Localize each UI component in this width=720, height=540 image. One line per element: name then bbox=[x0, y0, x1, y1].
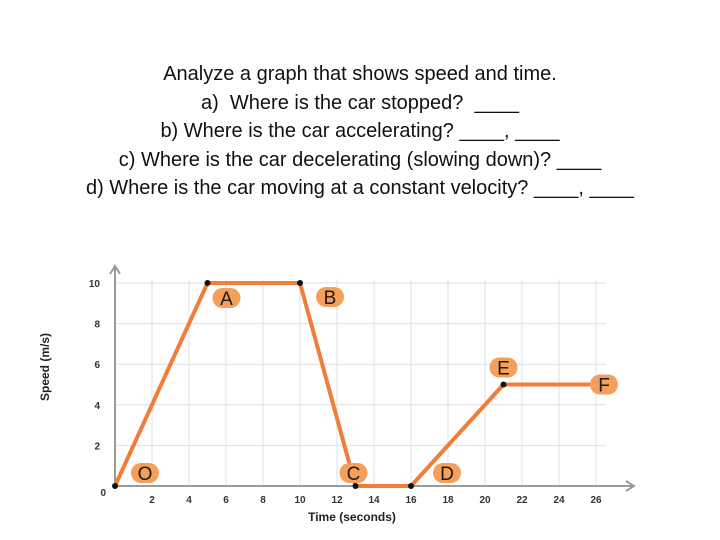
data-point bbox=[205, 280, 211, 286]
question-b: b) Where is the car accelerating? ____, ____ bbox=[160, 120, 560, 142]
origin-label: 0 bbox=[100, 488, 106, 499]
point-label: F bbox=[598, 375, 610, 397]
y-axis-title: Speed (m/s) bbox=[38, 332, 52, 402]
point-label: A bbox=[220, 289, 233, 310]
x-tick-label: 8 bbox=[260, 495, 266, 506]
x-tick-label: 20 bbox=[479, 495, 491, 506]
x-tick-label: 14 bbox=[368, 495, 380, 506]
point-label: B bbox=[323, 288, 337, 309]
y-tick-label: 2 bbox=[94, 441, 100, 453]
x-axis-title: Time (seconds) bbox=[308, 510, 396, 524]
data-point bbox=[501, 382, 507, 388]
point-label: C bbox=[346, 464, 361, 485]
x-tick-label: 2 bbox=[149, 495, 155, 506]
x-tick-label: 26 bbox=[590, 495, 602, 506]
question-c: c) Where is the car decelerating (slowing down)? ____ bbox=[118, 148, 602, 171]
x-tick-label: 4 bbox=[186, 495, 192, 506]
x-tick-label: 16 bbox=[405, 495, 417, 506]
data-point bbox=[112, 483, 118, 489]
question-block bbox=[0, 60, 720, 203]
x-tick-label: 18 bbox=[442, 495, 454, 506]
y-tick-label: 6 bbox=[94, 360, 100, 372]
y-tick-label: 10 bbox=[88, 279, 100, 290]
data-point bbox=[297, 280, 303, 286]
speed-series-line bbox=[115, 283, 596, 486]
y-tick-label: 8 bbox=[94, 319, 100, 331]
question-d: d) Where is the car moving at a constant velocity? ____, ____ bbox=[85, 177, 635, 199]
x-tick-label: 6 bbox=[223, 495, 229, 506]
slide-title: Analyze a graph that shows speed and time. bbox=[163, 63, 557, 85]
x-tick-label: 12 bbox=[331, 495, 343, 506]
point-label: D bbox=[440, 464, 454, 485]
x-tick-label: 24 bbox=[553, 495, 565, 506]
speed-time-chart bbox=[0, 260, 720, 540]
question-a: a) Where is the car stopped? ____ bbox=[201, 91, 519, 114]
point-label: O bbox=[137, 464, 153, 485]
y-tick-label: 4 bbox=[94, 400, 100, 412]
x-tick-label: 10 bbox=[294, 495, 306, 506]
x-tick-label: 22 bbox=[516, 495, 528, 506]
data-point bbox=[408, 483, 414, 489]
point-label: E bbox=[497, 358, 510, 380]
